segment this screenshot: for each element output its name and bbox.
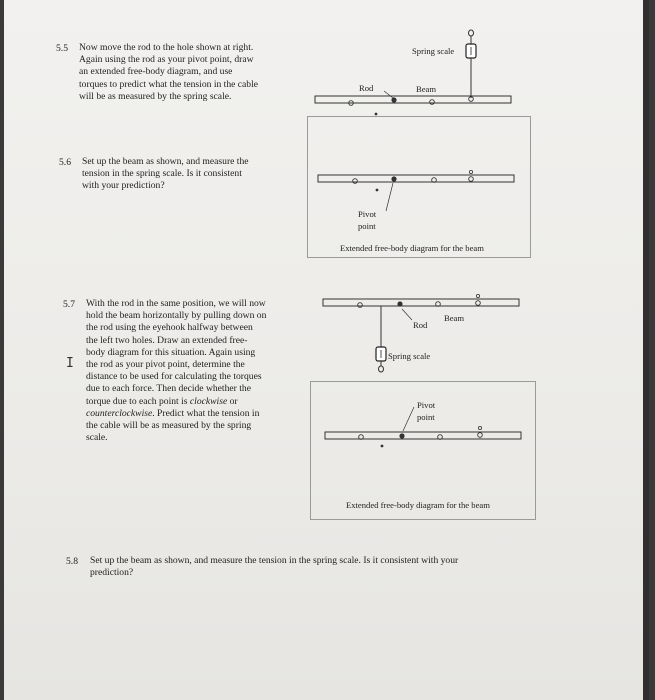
worksheet-page [4, 0, 649, 700]
question-5-7-number: 5.7 [63, 299, 75, 310]
rod-label-5-7: Rod [413, 320, 428, 330]
pivot-point-label-5-7: Pivot point [417, 400, 436, 422]
fbd-caption-5-7: Extended free-body diagram for the beam [346, 500, 490, 510]
question-5-8-number: 5.8 [66, 556, 78, 567]
question-5-7-text: With the rod in the same position, we will now hold the beam horizontally by pulling down on the rod using the eyehook halfway between the left two holes. Draw an extended free- body diagram for this situation. Again using the rod as your pivot point, determine the distance to be used for calculating the torques due to each force. Then decide whether the torque due to each point is clockwise or counterclockwise. Predict what the tension in the cable will be as measured by the spring scale. [86, 298, 267, 444]
beam-label-5-7: Beam [444, 313, 465, 323]
spring-scale-label-5-7: Spring scale [388, 351, 431, 361]
clockwise-term: clockwise [189, 395, 228, 407]
fbd-caption-5-6: Extended free-body diagram for the beam [340, 243, 484, 253]
page-edge-shadow [643, 0, 649, 700]
rod-label-5-5: Rod [359, 83, 374, 93]
counterclockwise-term: counterclockwise [86, 407, 153, 419]
question-5-5-number: 5.5 [56, 43, 68, 54]
question-5-6-text: Set up the beam as shown, and measure the tension in the spring scale. Is it consistent with your prediction? [82, 156, 249, 192]
question-5-5-text: Now move the rod to the hole shown at right. Again using the rod as your pivot point, draw an extended free-body diagram, and use torques to predict what the tension in the cable will be as measured by the spring scale. [79, 42, 259, 102]
question-5-8-text: Set up the beam as shown, and measure the tension in the spring scale. Is it consistent with your prediction? [90, 555, 459, 579]
beam-label-5-5: Beam [416, 84, 437, 94]
beam [325, 432, 521, 439]
question-5-6-number: 5.6 [59, 157, 71, 168]
pivot-point-label-5-6: Pivot point [358, 209, 377, 231]
diagram-5-7-fbd [4, 0, 649, 700]
text-cursor-icon: I [66, 356, 74, 371]
spring-scale-label-5-5: Spring scale [412, 46, 455, 56]
